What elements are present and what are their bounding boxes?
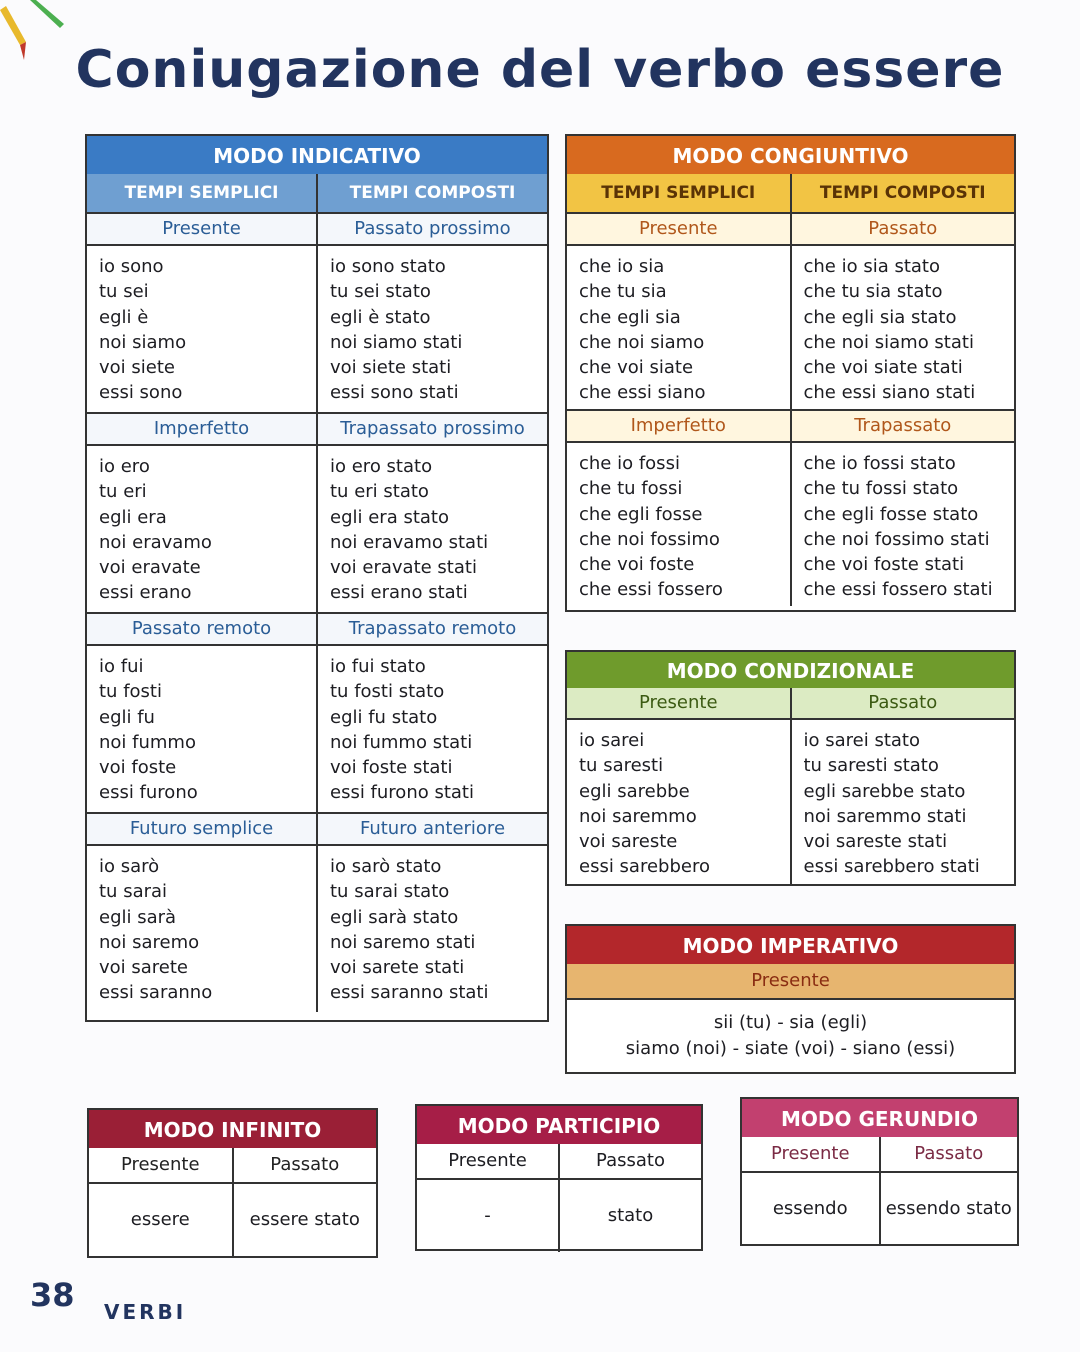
verb-form: io ero [99,456,150,477]
page-title: Coniugazione del verbo essere [75,40,1005,100]
tense-label: Futuro anteriore [316,814,547,844]
tense-label: Presente [87,214,316,244]
verb-form: io ero stato [330,456,433,477]
imperativo-forms [567,1000,1014,1062]
verb-form: che essi siano stati [803,382,976,404]
imperativo-table [565,924,1016,1074]
verb-form: che voi siate stati [803,357,963,379]
verb-form: che voi siate [579,357,694,379]
verb-form: tu fosti [99,681,162,703]
verb-form: voi foste stati [330,757,453,779]
gerundio-tenses [742,1137,1017,1173]
condizionale-table [565,650,1016,886]
forms-block [567,443,1014,606]
imperativo-line-1: sii (tu) - sia (egli) [713,1012,868,1033]
condizionale-forms [567,720,1014,884]
verb-form: che egli fosse [579,503,703,525]
verb-form: egli sarebbe stato [803,780,966,802]
verb-form: che tu sia stato [803,281,943,303]
congiuntivo-table [565,134,1016,612]
verb-form: io sarei stato [803,730,920,751]
tense-label: Futuro semplice [87,814,316,844]
tense-label: Passato remoto [87,614,316,644]
verb-form: che tu sia [579,281,667,303]
left-forms [87,846,316,1012]
gerundio-passato: essendo stato [879,1173,1018,1245]
verb-form: voi siete [99,357,175,379]
tense-row [567,212,1014,246]
verb-form: tu fosti stato [330,681,445,703]
verb-form: io sarò [99,856,160,877]
page-number: 38 [30,1276,75,1314]
verb-form: io fui stato [330,656,426,677]
verb-form: io fui [99,656,144,677]
verb-form: egli è stato [330,306,431,328]
infinito-title: MODO INFINITO [89,1110,376,1148]
col-tempi-composti: TEMPI COMPOSTI [316,174,547,212]
right-forms [316,646,547,812]
verb-form: voi foste [99,757,177,779]
tense-passato: Passato [790,688,1015,718]
verb-form: noi saremo [99,931,200,953]
right-forms [316,846,547,1012]
verb-form: noi fummo [99,731,196,753]
right-forms [316,446,547,612]
forms-block [87,646,547,812]
verb-form: egli sarà [99,906,177,928]
verb-form: essi furono stati [330,782,474,804]
verb-form: voi eravate stati [330,557,477,579]
col-tempi-semplici: TEMPI SEMPLICI [601,183,756,203]
verb-form: che essi fossero stati [803,579,993,601]
tense-passato: Passato [558,1144,701,1180]
verb-form: voi siete stati [330,357,452,379]
verb-form: voi sareste [579,831,678,853]
verb-form: essi sarebbero stati [803,856,980,878]
left-forms [567,246,790,409]
imperativo-title: MODO IMPERATIVO [567,926,1014,964]
right-forms [790,443,1015,606]
verb-form: tu saresti [579,755,664,777]
verb-form: io sarei [579,730,645,751]
verb-form: essi sono [99,382,183,404]
infinito-table [87,1108,378,1258]
participio-title: MODO PARTICIPIO [417,1106,701,1144]
tense-label: Passato [790,214,1015,244]
verb-form: voi eravate [99,557,201,579]
tense-label: Presente [567,214,790,244]
verb-form: egli era stato [330,506,449,528]
verb-form: tu eri [99,481,147,503]
verb-form: che noi fossimo stati [803,528,990,550]
verb-form: egli sarebbe [579,780,690,802]
indicativo-table [85,134,549,1022]
verb-form: che io sia [579,256,665,277]
verb-form: che essi fossero [579,579,723,601]
verb-form: noi siamo stati [330,331,463,353]
verb-form: che voi foste stati [803,554,965,576]
tense-label: Imperfetto [567,411,790,441]
verb-form: che noi fossimo [579,528,720,550]
verb-form: noi fummo stati [330,731,473,753]
verb-form: tu sarai stato [330,881,450,903]
tense-passato: Passato [879,1137,1018,1173]
condizionale-presente-forms [567,720,790,884]
participio-passato: stato [558,1180,701,1252]
infinito-presente: essere [130,1209,190,1230]
verb-form: essi sarebbero [579,856,710,878]
verb-form: che tu fossi stato [803,478,959,500]
verb-form: noi saremmo stati [803,805,967,827]
verb-form: che voi foste [579,554,695,576]
verb-form: che noi siamo stati [803,331,974,353]
indicativo-title: MODO INDICATIVO [87,136,547,174]
verb-form: egli era [99,506,167,528]
forms-block [567,246,1014,409]
verb-form: egli è [99,306,149,328]
forms-block [87,846,547,1012]
left-forms [87,246,316,412]
infinito-passato: essere stato [232,1184,377,1256]
right-forms [790,246,1015,409]
verb-form: che noi siamo [579,331,705,353]
verb-form: tu sei [99,281,149,303]
condizionale-passato-forms [790,720,1015,884]
col-tempi-semplici: TEMPI SEMPLICI [124,183,279,203]
gerundio-forms [742,1173,1017,1245]
tense-presente: Presente [742,1137,879,1173]
verb-form: che essi siano [579,382,706,404]
tense-label: Trapassato prossimo [316,414,547,444]
participio-table [415,1104,703,1251]
tense-row [87,412,547,446]
tense-passato: Passato [232,1148,377,1184]
tense-row [87,812,547,846]
gerundio-presente: essendo [772,1198,848,1219]
indicativo-blocks [87,212,547,1012]
verb-form: che egli fosse stato [803,503,979,525]
verb-form: io sono [99,256,164,277]
participio-presente: - [484,1205,491,1226]
verb-form: noi siamo [99,331,187,353]
participio-tenses [417,1144,701,1180]
tense-presente: Presente [89,1148,232,1184]
participio-forms [417,1180,701,1252]
congiuntivo-title: MODO CONGIUNTIVO [567,136,1014,174]
verb-form: che io fossi stato [803,453,956,474]
verb-form: essi erano [99,582,192,604]
verb-form: noi eravamo [99,531,212,553]
tense-label: Trapassato [790,411,1015,441]
gerundio-table [740,1097,1019,1246]
verb-form: che egli sia stato [803,306,957,328]
verb-form: essi saranno [99,982,213,1004]
verb-form: che egli sia [579,306,681,328]
tense-label: Passato prossimo [316,214,547,244]
infinito-tenses [89,1148,376,1184]
col-tempi-composti: TEMPI COMPOSTI [790,174,1015,212]
verb-form: essi furono [99,782,198,804]
tense-row [567,409,1014,443]
condizionale-tenses [567,688,1014,720]
section-label: VERBI [104,1300,187,1324]
indicativo-columns [87,174,547,212]
congiuntivo-blocks [567,212,1014,606]
tense-label: Trapassato remoto [316,614,547,644]
verb-form: essi saranno stati [330,982,489,1004]
right-forms [316,246,547,412]
infinito-forms [89,1184,376,1256]
verb-form: essi erano stati [330,582,468,604]
verb-form: egli fu [99,706,155,728]
verb-form: tu eri stato [330,481,429,503]
verb-form: egli sarà stato [330,906,459,928]
verb-form: egli fu stato [330,706,438,728]
tense-label: Imperfetto [87,414,316,444]
tense-row [87,612,547,646]
verb-form: io sarò stato [330,856,442,877]
tense-presente: Presente [417,1144,558,1180]
verb-form: che io fossi [579,453,680,474]
forms-block [87,246,547,412]
left-forms [87,646,316,812]
verb-form: voi sarete stati [330,957,465,979]
verb-form: essi sono stati [330,382,459,404]
verb-form: noi saremmo [579,805,697,827]
verb-form: noi eravamo stati [330,531,489,553]
verb-form: voi sarete [99,957,189,979]
tense-row [87,212,547,246]
verb-form: che io sia stato [803,256,941,277]
condizionale-title: MODO CONDIZIONALE [567,652,1014,688]
verb-form: tu saresti stato [803,755,939,777]
left-forms [87,446,316,612]
congiuntivo-columns [567,174,1014,212]
tense-presente: Presente [567,688,790,718]
imperativo-tense: Presente [567,964,1014,1000]
verb-form: io sono stato [330,256,446,277]
verb-form: noi saremo stati [330,931,476,953]
verb-form: tu sarai [99,881,168,903]
verb-form: che tu fossi [579,478,683,500]
gerundio-title: MODO GERUNDIO [742,1099,1017,1137]
forms-block [87,446,547,612]
imperativo-line-2: siamo (noi) - siate (voi) - siano (essi) [625,1038,956,1059]
left-forms [567,443,790,606]
verb-form: voi sareste stati [803,831,948,853]
verb-form: tu sei stato [330,281,431,303]
